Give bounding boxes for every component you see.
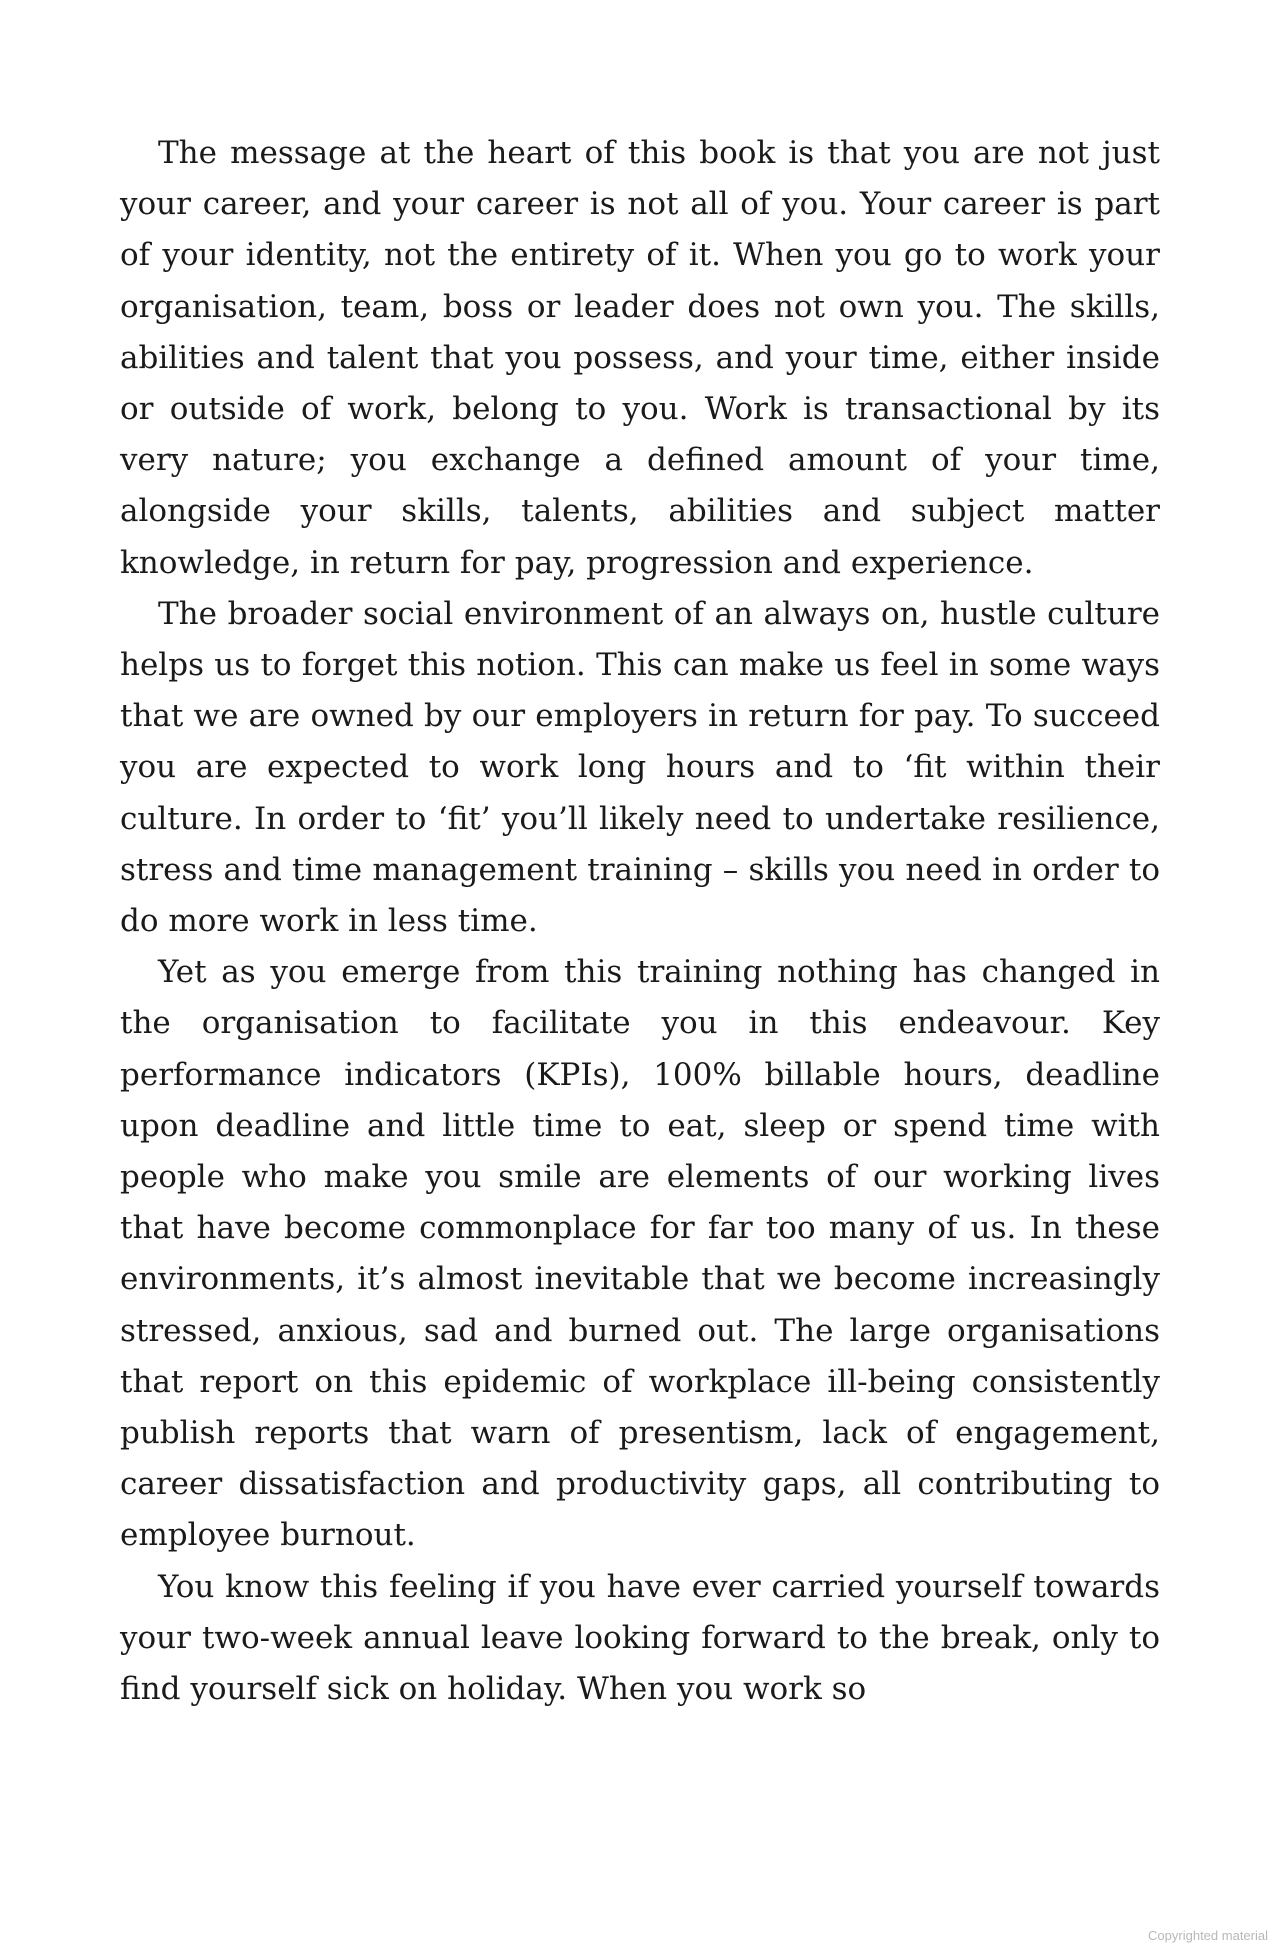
paragraph-2: The broader social environment of an always on, hustle culture helps us to forget this notion. This can make us feel in some ways that we are owned by our employers in return for pay. To succeed you are expected to work long hours and to ‘fit within their culture. In order to ‘fit’ you’ll likely need to undertake resilience, stress and time management training – skills you need in order to do more work in less time. — [120, 595, 1160, 940]
paragraph-1: The message at the heart of this book is that you are not just your career, and your career is not all of you. Your career is part of your identity, not the entirety of it. When you go to work your organisation, team, boss or leader does not own you. The skills, abilities and talent that you possess, and your time, either inside or outside of work, belong to you. Work is transactional by its very nature; you exchange a defined amount of your time, alongside your skills, talents, abilities and subject matter knowledge, in return for pay, progression and experience. — [120, 135, 1160, 581]
paragraph-4: You know this feeling if you have ever carried yourself towards your two-week annual leave looking forward to the break, only to find yourself sick on holiday. When you work so — [120, 1568, 1160, 1708]
paragraph-3: Yet as you emerge from this training nothing has changed in the organisation to facilitate you in this endeavour. Key performance indicators (KPIs), 100% billable hours, deadline upon deadline and little time to eat, sleep or spend time with people who make you smile are elements of our working lives that have become commonplace for far too many of us. In these environments, it’s almost inevitable that we become increasingly stressed, anxious, sad and burned out. The large organisations that report on this epidemic of workplace ill-being consistently publish reports that warn of presentism, lack of engagement, career dissatisfaction and productivity gaps, all contributing to employee burnout. — [120, 954, 1160, 1554]
body-text — [120, 128, 1160, 1715]
copyright-watermark: Copyrighted material — [1148, 1928, 1268, 1943]
